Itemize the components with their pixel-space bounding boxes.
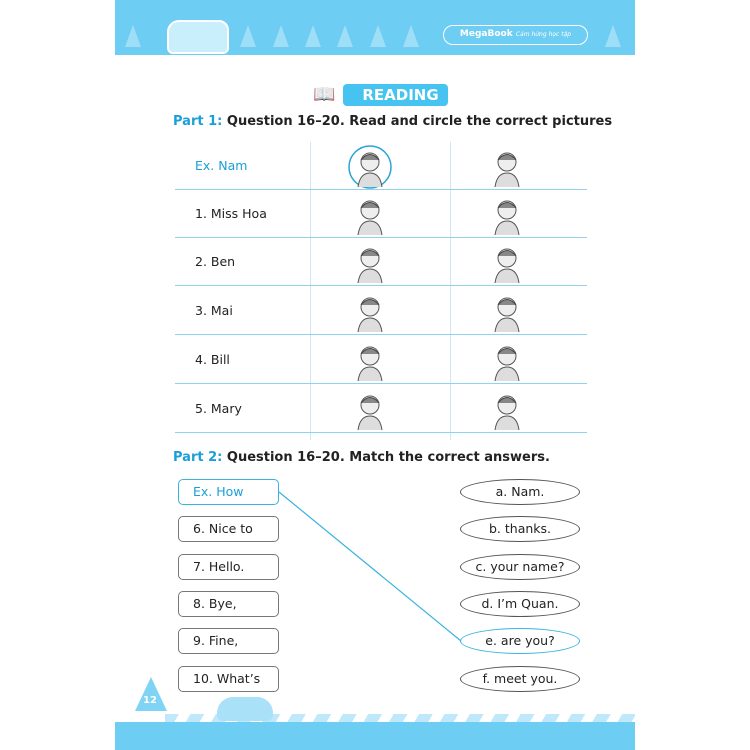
section-title: READING bbox=[343, 84, 448, 106]
match-right-option[interactable]: d. I’m Quan. bbox=[460, 591, 580, 617]
row-label: Ex. Nam bbox=[195, 158, 248, 173]
match-left-box[interactable]: 10. What’s bbox=[178, 666, 279, 692]
match-left-box[interactable]: 8. Bye, bbox=[178, 591, 279, 617]
page-number: 12 bbox=[143, 695, 157, 706]
part2-heading: Part 2: Question 16–20. Match the correct answers. bbox=[173, 450, 550, 465]
part1-heading: Part 1: Question 16–20. Read and circle the correct pictures bbox=[173, 114, 613, 129]
match-right-option[interactable]: f. meet you. bbox=[460, 666, 580, 692]
match-right-option[interactable]: e. are you? bbox=[460, 628, 580, 654]
match-left-box[interactable]: 9. Fine, bbox=[178, 628, 279, 654]
match-left-box[interactable]: 6. Nice to bbox=[178, 516, 279, 542]
brand-logo: MegaBook Cảm hứng học tập bbox=[443, 25, 588, 45]
match-right-option[interactable]: c. your name? bbox=[460, 554, 580, 580]
match-left-box[interactable]: 7. Hello. bbox=[178, 554, 279, 580]
book-icon: 📖 bbox=[313, 84, 336, 105]
row-label: 5. Mary bbox=[195, 401, 242, 416]
match-right-option[interactable]: b. thanks. bbox=[460, 516, 580, 542]
row-label: 3. Mai bbox=[195, 303, 233, 318]
row-label: 2. Ben bbox=[195, 254, 236, 269]
car-illustration bbox=[217, 697, 273, 721]
row-label: 4. Bill bbox=[195, 352, 230, 367]
match-right-option[interactable]: a. Nam. bbox=[460, 479, 580, 505]
footer-banner bbox=[115, 722, 635, 750]
workbook-page bbox=[115, 0, 635, 750]
row-label: 1. Miss Hoa bbox=[195, 206, 267, 221]
match-left-box[interactable]: Ex. How bbox=[178, 479, 279, 505]
